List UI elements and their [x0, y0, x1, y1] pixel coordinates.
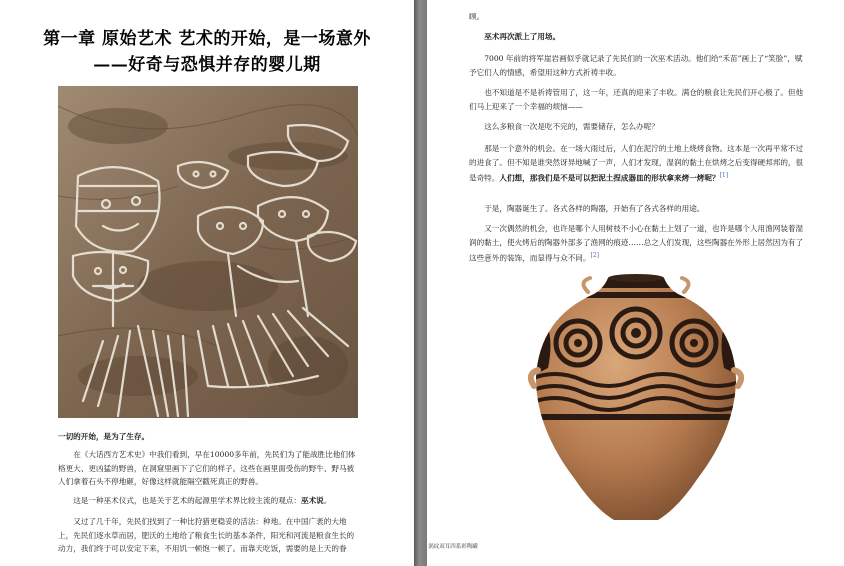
paragraph: 于是，陶器诞生了。各式各样的陶器，开始有了各式各样的用途。 — [484, 204, 705, 213]
page-gutter — [414, 0, 427, 566]
image-caption: 涡纹双耳四系彩陶罐 — [428, 544, 478, 550]
chapter-title: 第一章 原始艺术 艺术的开始，是一场意外 — [43, 29, 371, 49]
paragraph-bold: 巫术再次派上了用场。 — [484, 32, 561, 41]
bold-term-witchcraft: 巫术说 — [301, 496, 324, 505]
paragraph-continued: 顾。 — [469, 12, 485, 21]
rock-petroglyph-image — [58, 86, 358, 418]
paragraph — [469, 142, 809, 185]
paragraph: 也不知道是不是祈祷管用了，这一年，还真的迎来了丰收。满仓的粮食让先民们开心极了。但他们马上迎来了一个幸福的烦恼—— — [469, 88, 804, 111]
paragraph: 7000 年前的将军崖岩画似乎就记录了先民们的一次巫术活动。他们给“禾苗”画上了“笑脸”，赋予它们人的情感，希望用这种方式祈祷丰收。 — [469, 54, 803, 77]
footnote-ref-2[interactable]: [2] — [590, 252, 599, 259]
footnote-ref-1[interactable]: [1] — [719, 172, 729, 179]
paragraph-text: 又一次偶然的机会，也许是哪个人用树枝不小心在黏土上划了一道，也许是哪个人用渔网装着湿润的黏土，使火烤后的陶器外部多了渔网的痕迹……总之人们发现，这些陶器在外形上居然因为有了这些意外的装饰，而显得与众不同。 — [469, 224, 804, 263]
paragraph-lead: 一切的开始，是为了生存。 — [58, 432, 150, 441]
painted-pottery-jar-image — [528, 268, 744, 530]
paragraph: 这么多粮食一次是吃不完的，需要储存，怎么办呢？ — [484, 122, 659, 131]
left-page — [0, 0, 414, 566]
bold-sentence: 人们想，那我们是不是可以把泥土捏成器皿的形状拿来烤一烤呢？ — [499, 173, 720, 183]
paragraph — [58, 494, 358, 508]
chapter-subtitle: ——好奇与恐惧并存的婴儿期 — [93, 55, 321, 75]
paragraph-text: 这是一种巫术仪式，也是关于艺术的起源里学术界比较主流的观点： — [73, 496, 301, 505]
paragraph: 在《大话西方艺术史》中我们看到，早在10000多年前，先民们为了能战胜比他们体格更大、更凶猛的野兽，在洞窟里画下了它们的样子。这些在画里面受伤的野牛、野马被人们拿着石头不停地砸，好像这样就能隔空戳死真正的野兽。 — [58, 450, 356, 486]
paragraph: 又过了几千年，先民们找到了一种比狩猎更稳妥的活法：种地。在中国广袤的大地上，先民们逐水草而居，肥沃的土地给了粮食生长的基本条件，阳光和河流是粮食生长的动力，我们终于可以安定下来，不用饥一顿饱一顿了。而靠天吃饭，需要的是上天的眷 — [58, 517, 355, 553]
paragraph-text: 。 — [323, 496, 332, 505]
paragraph — [469, 222, 809, 265]
paragraph-text: 那是一个意外的机会。在一场大雨过后，人们在泥泞的土地上烧烤食物。这本是一次再平常不过的进食了。但不知是谁突然讶异地喊了一声，人们才发现，湿润的黏土在烘烤之后变得硬邦邦的，很是奇特。 — [469, 144, 804, 183]
